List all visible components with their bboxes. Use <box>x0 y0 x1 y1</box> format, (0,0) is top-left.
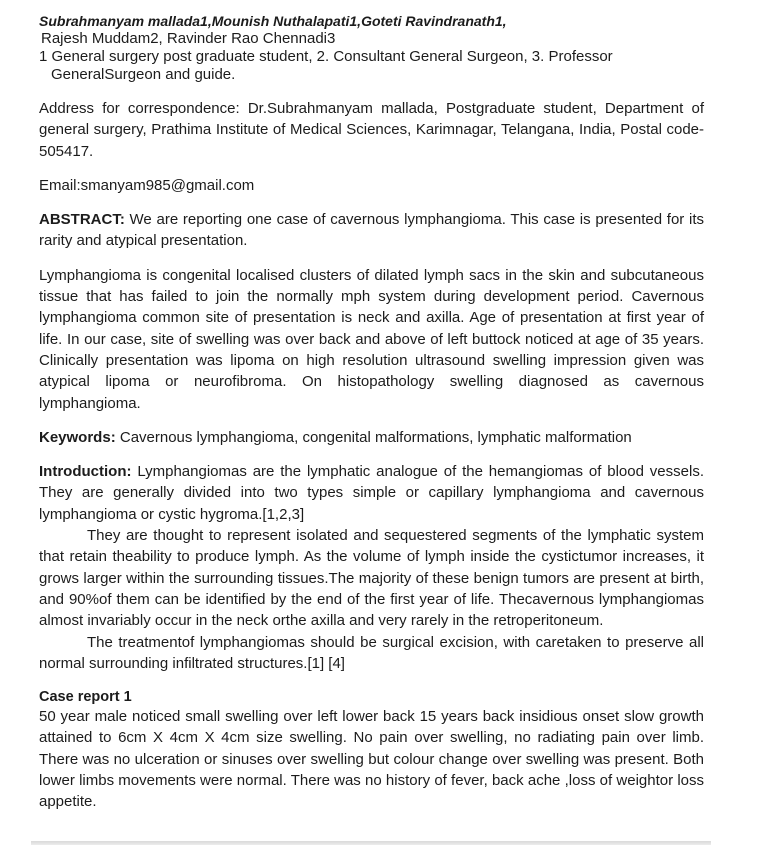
introduction-text: Lymphangiomas are the lymphatic analogue of the hemangiomas of blood vessels. They are generally divided into two types simple or capillary lymphangioma and cavernous lymphangioma or cystic hygroma.[1,2,3] <box>39 463 704 523</box>
abstract <box>39 209 704 252</box>
affiliation-line-continued: GeneralSurgeon and guide. <box>51 66 236 83</box>
email-line: Email:smanyam985@gmail.com <box>39 176 255 194</box>
introduction-label: Introduction: <box>39 463 132 481</box>
page-bottom-divider <box>31 841 711 845</box>
keywords <box>39 427 704 448</box>
abstract-paragraph-2: Lymphangioma is congenital localised clusters of dilated lymph sacs in the skin and subcutaneous tissue that has failed to join the normally mph system during development period. Cavernous lymphangioma common site of presentation is neck and axilla. Age of presentation at first year of life. In our case, site of swelling was over back and above of left buttock noticed at age of 35 years. Clinically presentation was lipoma on high resolution ultrasound swelling impression given was atypical lipoma or neurofibroma. On histopathology swelling diagnosed as cavernous lymphangioma. <box>39 266 704 412</box>
abstract-text: We are reporting one case of cavernous lymphangioma. This case is presented for its rarity and atypical presentation. <box>39 211 704 250</box>
author-list-continued: Rajesh Muddam2, Ravinder Rao Chennadi3 <box>41 30 336 47</box>
introduction-paragraph-3: The treatmentof lymphangiomas should be surgical excision, with caretaken to preserve all normal surrounding infiltrated structures.[1] [4] <box>39 633 704 672</box>
paper-page <box>39 12 704 813</box>
abstract-label: ABSTRACT: <box>39 211 125 229</box>
introduction-paragraph-2: They are thought to represent isolated and sequestered segments of the lymphatic system that retain theability to produce lymph. As the volume of lymph inside the cystictumor increases, it grows larger within the surrounding tissues.The majority of these benign tumors are present at birth, and 90%of them can be identified by the end of the first year of life. Thecavernous lymphangiomas almost invariably occur in the neck orthe axilla and very rarely in the retroperitoneum. <box>39 527 704 630</box>
case-report-text: 50 year male noticed small swelling over left lower back 15 years back insidious onset slow growth attained to 6cm X 4cm X 4cm size swelling. No pain over swelling, no radiating pain over limb. There was no ulceration or sinuses over swelling but colour change over swelling was present. Both lower limbs movements were normal. There was no history of fever, back ache ,loss of weightor loss appetite. <box>39 708 704 811</box>
introduction <box>39 461 704 525</box>
author-list: Subrahmanyam mallada1,Mounish Nuthalapati1,Goteti Ravindranath1, <box>39 13 507 29</box>
keywords-label: Keywords: <box>39 428 116 446</box>
affiliations <box>39 48 704 84</box>
keywords-text: Cavernous lymphangioma, congenital malformations, lymphatic malformation <box>115 428 632 446</box>
affiliation-line: 1 General surgery post graduate student, 2. Consultant General Surgeon, 3. Professor <box>39 48 613 65</box>
correspondence-address: Address for correspondence: Dr.Subrahmanyam mallada, Postgraduate student, Department of general surgery, Prathima Institute of Medical Sciences, Karimnagar, Telangana, India, Postal code-505417. <box>39 100 704 160</box>
case-report-heading: Case report 1 <box>39 689 132 706</box>
